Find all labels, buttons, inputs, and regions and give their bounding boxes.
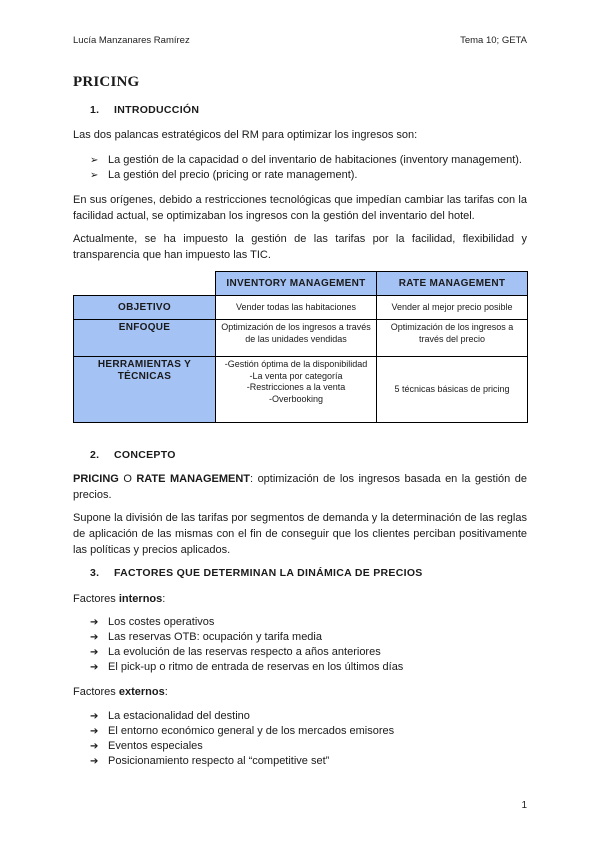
section-title: FACTORES QUE DETERMINAN LA DINÁMICA DE PRECIOS <box>114 567 423 579</box>
table-row-label: ENFOQUE <box>74 320 216 357</box>
factors-internal-label <box>73 591 527 607</box>
paragraph: Actualmente, se ha impuesto la gestión de las tarifas por la facilidad, flexibilidad y transparencia que han impuesto las TIC. <box>73 233 527 261</box>
arrow-bullet-icon: ➔ <box>90 711 99 722</box>
inline-text: Factores <box>73 686 119 698</box>
table-cell-line: -Restricciones a la venta <box>246 382 346 392</box>
list-item <box>90 153 522 168</box>
table-cell-line: -Gestión óptima de la disponibilidad <box>224 359 368 369</box>
table-cell: 5 técnicas básicas de pricing <box>377 357 528 423</box>
header-topic: Tema 10; GETA <box>460 35 527 46</box>
table-row <box>74 320 528 357</box>
header-author: Lucía Manzanares Ramírez <box>73 35 190 46</box>
list-item <box>90 754 329 769</box>
table-corner-cell <box>74 272 216 296</box>
list-item-text: La gestión del precio (pricing or rate management). <box>108 169 358 181</box>
table-header-row <box>74 272 528 296</box>
table-column-header: RATE MANAGEMENT <box>377 272 528 296</box>
table-cell: Vender al mejor precio posible <box>377 296 528 320</box>
page-title: PRICING <box>73 74 140 90</box>
table-cell <box>216 357 377 423</box>
list-item <box>90 645 381 660</box>
arrowhead-bullet-icon: ➢ <box>90 170 99 181</box>
term-bold: RATE MANAGEMENT <box>136 473 251 485</box>
inline-text: O <box>118 473 137 485</box>
section-1-heading <box>90 104 199 116</box>
list-item-text: Las reservas OTB: ocupación y tarifa media <box>108 631 322 643</box>
table-row <box>74 296 528 320</box>
section-title: CONCEPTO <box>114 449 176 461</box>
list-item <box>90 168 357 183</box>
comparison-table <box>73 271 528 423</box>
list-item <box>90 660 403 675</box>
list-item <box>90 724 394 739</box>
section-number: 1. <box>90 104 100 116</box>
table-cell: Optimización de los ingresos a través de las unidades vendidas <box>216 320 377 357</box>
inline-text: : optimización de los ingresos basada en la gestión de precios. <box>73 473 528 501</box>
list-item-text: Eventos especiales <box>108 740 203 752</box>
list-item-text: El entorno económico general y de los mercados emisores <box>108 725 395 737</box>
list-item <box>90 630 322 645</box>
list-item-text: Los costes operativos <box>108 616 215 628</box>
page-number: 1 <box>521 800 527 811</box>
arrow-bullet-icon: ➔ <box>90 741 99 752</box>
list-item-text: La gestión de la capacidad o del inventario de habitaciones (inventory management). <box>108 154 522 166</box>
table-row-label: HERRAMIENTAS Y TÉCNICAS <box>74 357 216 423</box>
list-item <box>90 739 203 754</box>
list-item <box>90 615 214 630</box>
table-cell: Vender todas las habitaciones <box>216 296 377 320</box>
table-row-label: OBJETIVO <box>74 296 216 320</box>
table-column-header: INVENTORY MANAGEMENT <box>216 272 377 296</box>
section-title: INTRODUCCIÓN <box>114 104 200 116</box>
list-item-text: El pick-up o ritmo de entrada de reservas en los últimos días <box>108 661 404 673</box>
inline-text: : <box>164 686 168 698</box>
table-row <box>74 357 528 423</box>
term-bold: externos <box>118 686 165 698</box>
inline-text: Factores <box>73 593 119 605</box>
inline-text: : <box>162 593 166 605</box>
arrowhead-bullet-icon: ➢ <box>90 155 99 166</box>
section-3-heading <box>90 567 423 579</box>
table-cell-line: -La venta por categoría <box>249 370 343 381</box>
table-cell: Optimización de los ingresos a través del precio <box>377 320 528 357</box>
list-item <box>90 709 250 724</box>
arrow-bullet-icon: ➔ <box>90 756 99 767</box>
factors-external-label <box>73 684 527 700</box>
term-bold: PRICING <box>73 473 119 485</box>
paragraph <box>73 471 527 503</box>
list-item-text: La estacionalidad del destino <box>108 710 250 722</box>
list-item-text: Posicionamiento respecto al “competitive set” <box>108 755 330 767</box>
paragraph: En sus orígenes, debido a restricciones tecnológicas que impedían cambiar las tarifas con la facilidad actual, se optimizaban los ingresos con la gestión del inventario del hotel. <box>73 194 527 222</box>
list-item-text: La evolución de las reservas respecto a años anteriores <box>108 646 381 658</box>
arrow-bullet-icon: ➔ <box>90 632 99 643</box>
arrow-bullet-icon: ➔ <box>90 726 99 737</box>
arrow-bullet-icon: ➔ <box>90 662 99 673</box>
paragraph: Las dos palancas estratégicos del RM para optimizar los ingresos son: <box>73 129 418 141</box>
term-bold: internos <box>118 593 163 605</box>
table-cell-line: -Overbooking <box>268 393 324 404</box>
arrow-bullet-icon: ➔ <box>90 617 99 628</box>
section-2-heading <box>90 449 176 461</box>
paragraph: Supone la división de las tarifas por segmentos de demanda y la determinación de las reglas de aplicación de las mismas con el fin de conseguir que los clientes perciban positivamente las políticas y precios aplicados. <box>73 512 527 556</box>
arrow-bullet-icon: ➔ <box>90 647 99 658</box>
section-number: 3. <box>90 567 100 579</box>
section-number: 2. <box>90 449 100 461</box>
